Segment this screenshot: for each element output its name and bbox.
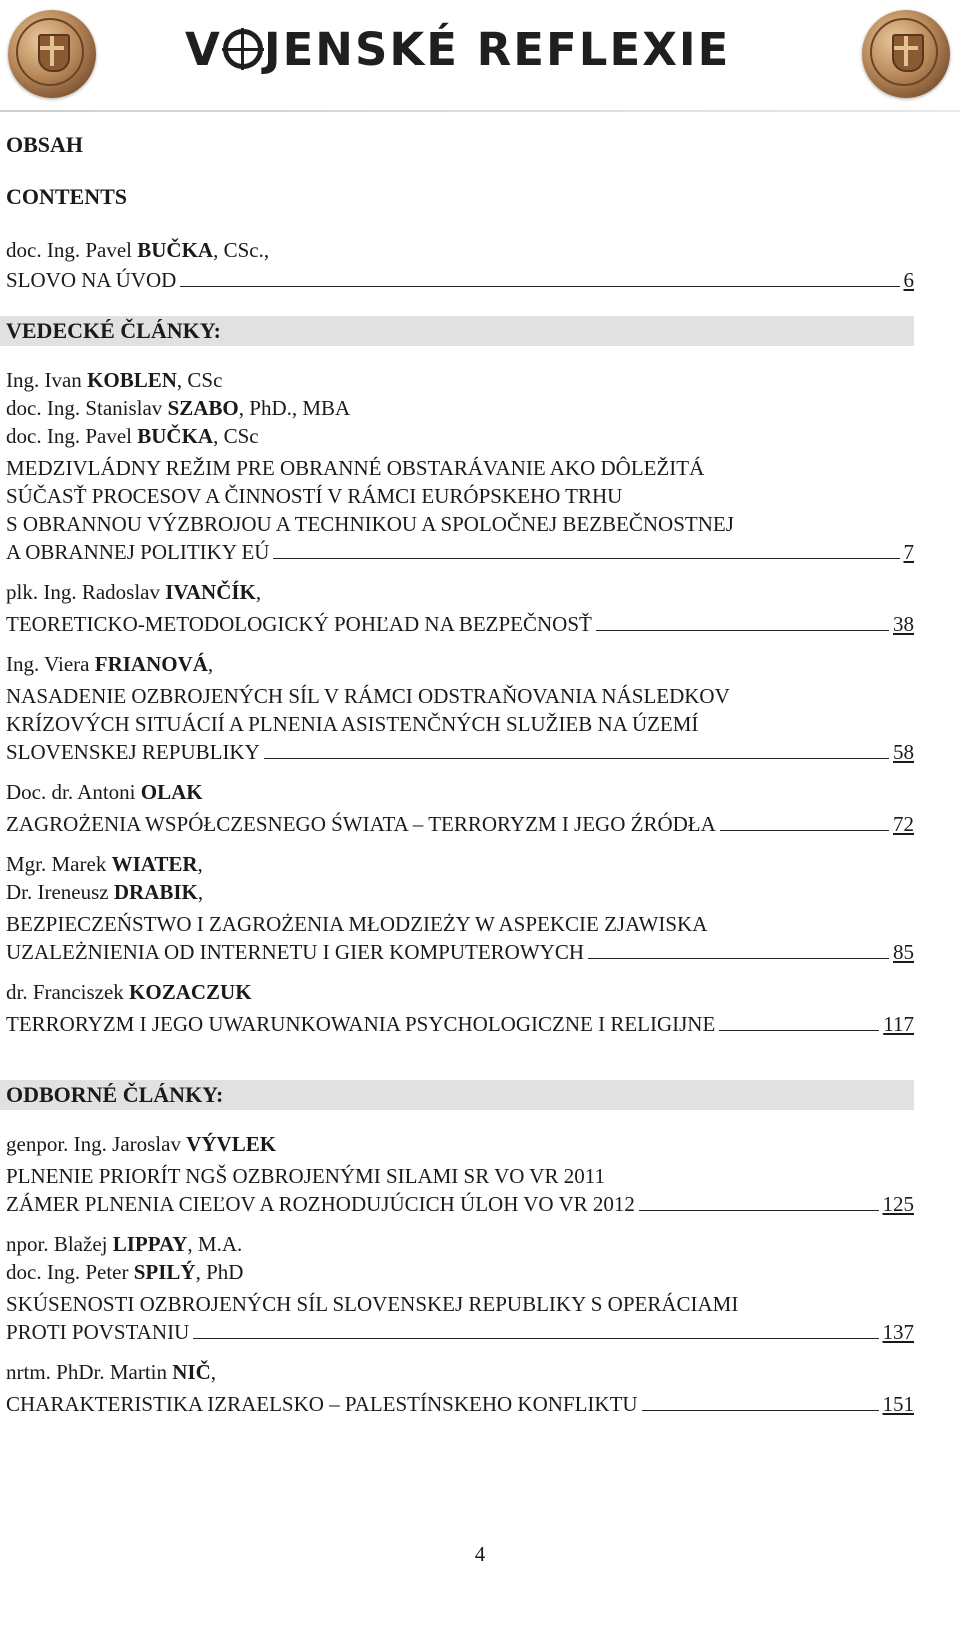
entry-authors bbox=[6, 1358, 914, 1386]
dot-leader bbox=[273, 557, 899, 559]
entry-title-text: ZAGROŻENIA WSPÓŁCZESNEGO ŚWIATA – TERRORYZM I JEGO ŹRÓDŁA bbox=[6, 812, 716, 836]
entry-title bbox=[6, 682, 914, 766]
toc-entry[interactable] bbox=[6, 1230, 914, 1346]
entry-title-text: A OBRANNEJ POLITIKY EÚ bbox=[6, 540, 270, 564]
entry-title-last-line bbox=[6, 1190, 914, 1218]
author-line bbox=[6, 778, 914, 806]
author-surname: FRIANOVÁ bbox=[94, 652, 208, 676]
toc-entry[interactable] bbox=[6, 236, 914, 294]
author-prefix: doc. Ing. Peter bbox=[6, 1260, 134, 1284]
dot-leader bbox=[642, 1409, 879, 1411]
entry-page-number: 38 bbox=[893, 612, 914, 636]
dot-leader bbox=[596, 629, 889, 631]
entry-authors bbox=[6, 236, 914, 264]
author-line bbox=[6, 578, 914, 606]
entry-page-number: 117 bbox=[883, 1012, 914, 1036]
logo-text-end: JENSKÉ REFLEXIE bbox=[263, 23, 731, 76]
author-prefix: Ing. Ivan bbox=[6, 368, 88, 392]
author-prefix: Mgr. Marek bbox=[6, 852, 112, 876]
entry-title bbox=[6, 454, 914, 566]
entry-title bbox=[6, 1162, 914, 1218]
entry-title-last-line bbox=[6, 938, 914, 966]
author-prefix: genpor. Ing. Jaroslav bbox=[6, 1132, 187, 1156]
author-line bbox=[6, 850, 914, 878]
entry-page-number: 7 bbox=[903, 540, 914, 564]
entry-title bbox=[6, 1390, 914, 1418]
author-suffix: , CSc bbox=[176, 368, 223, 392]
author-prefix: doc. Ing. Pavel bbox=[6, 424, 138, 448]
toc-title-sk: OBSAH bbox=[6, 132, 84, 157]
toc-entry[interactable] bbox=[6, 1358, 914, 1418]
entry-authors bbox=[6, 850, 914, 906]
author-surname: DRABIK bbox=[113, 880, 198, 904]
entry-title-last-line bbox=[6, 1318, 914, 1346]
author-surname: OLAK bbox=[140, 780, 203, 804]
author-prefix: doc. Ing. Stanislav bbox=[6, 396, 168, 420]
academy-seal-icon bbox=[8, 10, 96, 98]
entry-page-number: 125 bbox=[882, 1192, 914, 1216]
page-number: 4 bbox=[474, 1542, 486, 1566]
entry-authors bbox=[6, 978, 914, 1006]
author-line bbox=[6, 978, 914, 1006]
author-suffix: , bbox=[207, 652, 214, 676]
entry-title-text: SLOVO NA ÚVOD bbox=[6, 268, 177, 292]
academy-seal-icon bbox=[862, 10, 950, 98]
entry-title-last-line bbox=[6, 738, 914, 766]
section-heading: ODBORNÉ ČLÁNKY: bbox=[0, 1080, 914, 1110]
header-divider bbox=[0, 110, 960, 112]
entry-title-text: CHARAKTERISTIKA IZRAELSKO – PALESTÍNSKEHO KONFLIKTU bbox=[6, 1392, 638, 1416]
entry-title-text: UZALEŻNIENIA OD INTERNETU I GIER KOMPUTEROWYCH bbox=[6, 940, 585, 964]
author-surname: SPILÝ bbox=[133, 1260, 196, 1284]
entry-title-last-line bbox=[6, 1010, 914, 1038]
journal-logo bbox=[185, 24, 730, 76]
entry-page-number: 6 bbox=[903, 268, 914, 292]
author-line bbox=[6, 1358, 914, 1386]
author-line bbox=[6, 366, 914, 394]
author-prefix: Dr. Ireneusz bbox=[6, 880, 114, 904]
author-line bbox=[6, 650, 914, 678]
author-line bbox=[6, 394, 914, 422]
author-line bbox=[6, 1230, 914, 1258]
entry-title-line: SKÚSENOSTI OZBROJENÝCH SÍL SLOVENSKEJ REPUBLIKY S OPERÁCIAMI bbox=[6, 1292, 739, 1316]
entry-title-line: KRÍZOVÝCH SITUÁCIÍ A PLNENIA ASISTENČNÝCH SLUŽIEB NA ÚZEMÍ bbox=[6, 712, 699, 736]
dot-leader bbox=[264, 757, 889, 759]
entry-page-number: 85 bbox=[893, 940, 914, 964]
dot-leader bbox=[639, 1209, 879, 1211]
author-line bbox=[6, 1258, 914, 1286]
author-prefix: dr. Franciszek bbox=[6, 980, 130, 1004]
entry-title-text: TEORETICKO-METODOLOGICKÝ POHĽAD NA BEZPEČNOSŤ bbox=[6, 612, 592, 636]
entry-title-text: TERRORYZM I JEGO UWARUNKOWANIA PSYCHOLOGICZNE I RELIGIJNE bbox=[6, 1012, 716, 1036]
table-of-contents bbox=[6, 128, 914, 1418]
author-prefix: Doc. dr. Antoni bbox=[6, 780, 141, 804]
entry-title-line: PLNENIE PRIORÍT NGŠ OZBROJENÝMI SILAMI SR VO VR 2011 bbox=[6, 1164, 605, 1188]
toc-entry[interactable] bbox=[6, 1130, 914, 1218]
entry-title-line: MEDZIVLÁDNY REŽIM PRE OBRANNÉ OBSTARÁVANIE AKO DÔLEŽITÁ bbox=[6, 456, 705, 480]
author-surname: KOBLEN bbox=[87, 368, 177, 392]
entry-title bbox=[6, 1010, 914, 1038]
author-surname: BUČKA bbox=[137, 238, 214, 262]
toc-entry[interactable] bbox=[6, 578, 914, 638]
author-line bbox=[6, 422, 914, 450]
author-surname: LIPPAY bbox=[112, 1232, 188, 1256]
entry-title bbox=[6, 810, 914, 838]
entry-authors bbox=[6, 650, 914, 678]
entry-authors bbox=[6, 1230, 914, 1286]
entry-title-line: S OBRANNOU VÝZBROJOU A TECHNIKOU A SPOLOČNEJ BEZBEČNOSTNEJ bbox=[6, 512, 734, 536]
author-surname: NIČ bbox=[172, 1360, 211, 1384]
author-prefix: Ing. Viera bbox=[6, 652, 95, 676]
entry-page-number: 72 bbox=[893, 812, 914, 836]
author-surname: WIATER bbox=[111, 852, 198, 876]
author-suffix: , bbox=[197, 852, 203, 876]
author-line bbox=[6, 878, 914, 906]
author-surname: BUČKA bbox=[137, 424, 214, 448]
author-prefix: doc. Ing. Pavel bbox=[6, 238, 138, 262]
entry-page-number: 137 bbox=[882, 1320, 914, 1344]
crosshair-target-icon bbox=[223, 29, 263, 69]
entry-title bbox=[6, 910, 914, 966]
entry-title-last-line bbox=[6, 538, 914, 566]
entry-title bbox=[6, 1290, 914, 1346]
journal-header bbox=[0, 0, 960, 110]
author-suffix: , PhD., MBA bbox=[238, 396, 351, 420]
toc-title-en: CONTENTS bbox=[6, 184, 128, 209]
author-prefix: nrtm. PhDr. Martin bbox=[6, 1360, 173, 1384]
entry-title bbox=[6, 610, 914, 638]
author-suffix: , PhD bbox=[195, 1260, 244, 1284]
entry-authors bbox=[6, 578, 914, 606]
entry-authors bbox=[6, 778, 914, 806]
entry-title-last-line bbox=[6, 610, 914, 638]
author-line bbox=[6, 236, 914, 264]
logo-text-start: V bbox=[185, 23, 222, 76]
author-surname: VÝVLEK bbox=[186, 1132, 277, 1156]
entry-title-last-line bbox=[6, 1390, 914, 1418]
entry-title-last-line bbox=[6, 266, 914, 294]
author-suffix: , bbox=[197, 880, 204, 904]
author-suffix: , CSc., bbox=[213, 238, 270, 262]
dot-leader bbox=[588, 957, 889, 959]
toc-body bbox=[6, 236, 914, 1418]
author-suffix: , bbox=[210, 1360, 217, 1384]
author-surname: IVANČÍK bbox=[165, 580, 256, 604]
entry-title bbox=[6, 266, 914, 294]
entry-authors bbox=[6, 1130, 914, 1158]
entry-title-text: PROTI POVSTANIU bbox=[6, 1320, 190, 1344]
entry-title-line: BEZPIECZEŃSTWO I ZAGROŻENIA MŁODZIEŻY W ASPEKCIE ZJAWISKA bbox=[6, 912, 708, 936]
author-suffix: , CSc bbox=[213, 424, 259, 448]
entry-title-text: ZÁMER PLNENIA CIEĽOV A ROZHODUJÚCICH ÚLOH VO VR 2012 bbox=[6, 1192, 635, 1216]
entry-page-number: 58 bbox=[893, 740, 914, 764]
dot-leader bbox=[180, 285, 899, 287]
toc-entry[interactable] bbox=[6, 778, 914, 838]
author-prefix: npor. Blažej bbox=[6, 1232, 113, 1256]
entry-title-line: SÚČASŤ PROCESOV A ČINNOSTÍ V RÁMCI EURÓPSKEHO TRHU bbox=[6, 484, 623, 508]
author-line bbox=[6, 1130, 914, 1158]
toc-entry[interactable] bbox=[6, 650, 914, 766]
dot-leader bbox=[193, 1337, 878, 1339]
entry-page-number: 151 bbox=[882, 1392, 914, 1416]
entry-title-last-line bbox=[6, 810, 914, 838]
author-suffix: , bbox=[255, 580, 262, 604]
toc-entry[interactable] bbox=[6, 850, 914, 966]
entry-title-text: SLOVENSKEJ REPUBLIKY bbox=[6, 740, 260, 764]
toc-entry[interactable] bbox=[6, 366, 914, 566]
entry-title-line: NASADENIE OZBROJENÝCH SÍL V RÁMCI ODSTRAŇOVANIA NÁSLEDKOV bbox=[6, 684, 730, 708]
entry-authors bbox=[6, 366, 914, 450]
author-prefix: plk. Ing. Radoslav bbox=[6, 580, 166, 604]
author-surname: SZABO bbox=[167, 396, 239, 420]
toc-entry[interactable] bbox=[6, 978, 914, 1038]
author-suffix: , M.A. bbox=[187, 1232, 243, 1256]
dot-leader bbox=[719, 1029, 879, 1031]
author-surname: KOZACZUK bbox=[129, 980, 252, 1004]
dot-leader bbox=[720, 829, 889, 831]
section-heading: VEDECKÉ ČLÁNKY: bbox=[0, 316, 914, 346]
